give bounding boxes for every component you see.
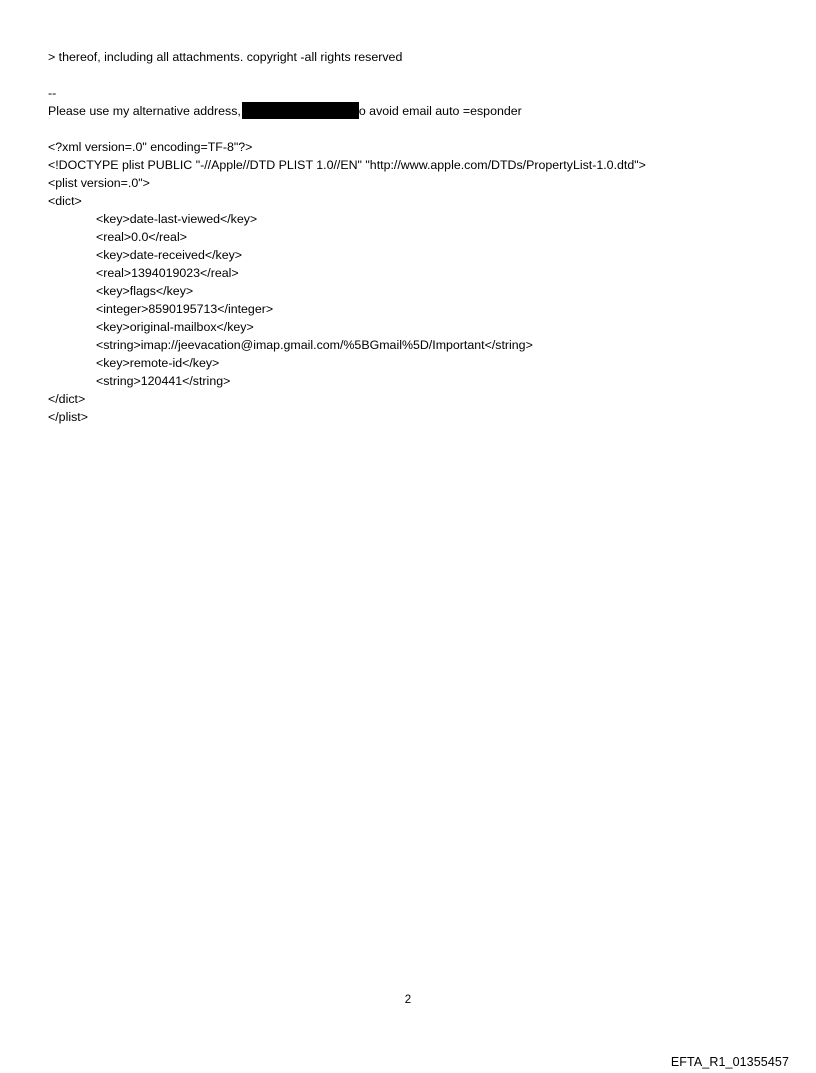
plist-entry: <key>flags</key> [96,284,194,298]
plist-entry: <real>0.0</real> [96,230,187,244]
plist-open-tag: <plist version=.0"> [48,176,150,190]
plist-entry: <integer>8590195713</integer> [96,302,274,316]
plist-entry: <string>imap://jeevacation@imap.gmail.com/%5BGmail%5D/Important</string> [96,338,533,352]
document-body [48,48,788,426]
plist-entry: <string>120441</string> [96,374,231,388]
redaction-block [242,102,359,119]
plist-entry: <real>1394019023</real> [96,266,239,280]
dict-close-tag: </dict> [48,392,86,406]
disclaimer-line: > thereof, including all attachments. copyright -all rights reserved [48,50,403,64]
plist-entry: <key>date-received</key> [96,248,243,262]
plist-entry: <key>date-last-viewed</key> [96,212,258,226]
document-id-stamp: EFTA_R1_01355457 [670,1055,789,1069]
alternative-address-text-after: o avoid email auto =esponder [358,104,522,118]
plist-entry: <key>remote-id</key> [96,356,220,370]
dict-open-tag: <dict> [48,194,82,208]
xml-declaration: <?xml version=.0" encoding=TF-8"?> [48,140,253,154]
doctype-line: <!DOCTYPE plist PUBLIC "-//Apple//DTD PLIST 1.0//EN" "http://www.apple.com/DTDs/PropertyList-1.0.dtd"> [48,158,646,172]
alternative-address-text-before: Please use my alternative address, [48,104,241,118]
signature-separator: -- [48,86,57,100]
page-number: 2 [404,994,412,1006]
alternative-address-line [48,102,788,120]
blank-line [48,66,788,84]
blank-line [48,120,788,138]
plist-close-tag: </plist> [48,410,88,424]
plist-entry: <key>original-mailbox</key> [96,320,254,334]
